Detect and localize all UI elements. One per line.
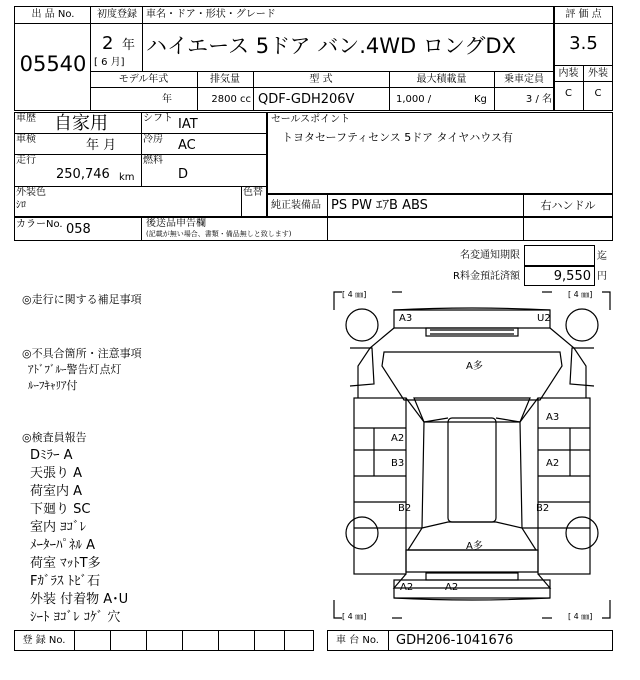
shift-label: シフト xyxy=(143,113,173,124)
exterior-grade: C xyxy=(594,88,602,99)
registration-year: 2 xyxy=(102,33,114,54)
inspector-item: 荷室 ﾏｯﾄT多 xyxy=(30,556,101,571)
inspector-item: Fｶﾞﾗｽ ﾄﾋﾞ石 xyxy=(30,574,101,589)
sales-point: トヨタセーフティセンス 5ドア タイヤハウス有 xyxy=(282,131,513,144)
fuel: D xyxy=(178,167,189,182)
inspector-item: 外装 付着物 A･U xyxy=(30,592,129,607)
model-year-unit: 年 xyxy=(162,94,172,105)
ac-label: 冷房 xyxy=(143,134,163,145)
recycle-value: 9,550 xyxy=(553,269,591,284)
mark-back-door: A多 xyxy=(466,541,483,552)
defect-item: ﾙｰﾌｷｬﾘｱ付 xyxy=(28,379,78,392)
tire-depth-front-right: [ 4 ㎜] xyxy=(568,290,593,299)
registration-no-label: 登 録 No. xyxy=(22,635,66,646)
front-left-tire xyxy=(346,309,378,341)
first-registration-label: 初度登録 xyxy=(97,9,137,20)
mark-front-door-left: A2 xyxy=(391,433,405,444)
front-grille xyxy=(426,328,518,336)
steering: 右ハンドル xyxy=(540,199,596,212)
driving-notes-title: ◎走行に関する補足事項 xyxy=(22,293,142,306)
vehicle-name: ハイエース 5ドア バン.4WD ロングDX xyxy=(146,34,516,58)
type-label: 型 式 xyxy=(309,74,333,85)
mark-hood: A多 xyxy=(466,361,483,372)
equipment: PS PW ｴｱB ABS xyxy=(331,198,428,213)
ac: AC xyxy=(178,138,196,153)
mark-front-bumper-left: A3 xyxy=(399,313,413,324)
tire-depth-rear-left: [ 4 ㎜] xyxy=(342,612,367,621)
ext-color: ｼﾛ xyxy=(16,200,26,211)
right-body xyxy=(538,398,590,574)
mark-rear-panel-right: B2 xyxy=(536,503,550,514)
mileage: 250,746 xyxy=(56,167,110,182)
payload: 1,000 / xyxy=(396,94,432,105)
name-change-unit: 迄 xyxy=(597,251,607,262)
mark-front-door-right: A2 xyxy=(546,458,560,469)
rear-right-tire xyxy=(566,517,598,549)
registration-month: [ 6 月] xyxy=(94,57,125,68)
mark-rear-panel-left: B2 xyxy=(398,503,412,514)
inspection-label: 車検 xyxy=(16,134,36,145)
model-year-label: モデル年式 xyxy=(118,74,169,85)
name-change-field xyxy=(524,245,595,266)
sales-point-label: セールスポイント xyxy=(271,114,351,125)
fuel-label: 燃料 xyxy=(143,155,163,166)
inspector-item: 天張り A xyxy=(30,466,83,481)
interior-label: 内装 xyxy=(558,68,579,79)
score-label: 評 価 点 xyxy=(565,9,602,20)
score-value: 3.5 xyxy=(569,33,598,54)
mark-rear-door-left: B3 xyxy=(391,458,405,469)
type-value: QDF-GDH206V xyxy=(258,92,355,107)
color-no-label: カラーNo. xyxy=(16,219,63,230)
inspector-item: ｼｰﾄ ﾖｺﾞﾚ ｺｹﾞ 穴 xyxy=(30,610,121,625)
tire-brackets xyxy=(334,292,610,618)
history-label: 車歴 xyxy=(16,113,36,124)
inspector-title: ◎検査員報告 xyxy=(22,431,87,444)
front-bumper xyxy=(394,310,550,328)
displacement-label: 排気量 xyxy=(210,74,240,85)
chassis-no: GDH206-1041676 xyxy=(396,633,514,648)
payload-label: 最大積載量 xyxy=(416,74,467,85)
recycle-label: R料金預託済額 xyxy=(453,271,520,282)
lot-no: 05540 xyxy=(19,52,87,76)
registration-year-unit: 年 xyxy=(122,38,136,53)
wheel-arch-right xyxy=(570,348,594,386)
inspector-item: 室内 ﾖｺﾞﾚ xyxy=(30,520,87,535)
rear-bumper xyxy=(394,580,550,598)
hood xyxy=(382,352,562,400)
defect-item: ｱﾄﾞﾌﾞﾙｰ警告灯点灯 xyxy=(28,363,122,376)
name-change-label: 名変通知期限 xyxy=(460,250,520,261)
aftermarket-note: (記載が無い場合、書類・備品無しと致します) xyxy=(146,230,292,238)
inspector-item: ﾒｰﾀｰﾊﾟﾈﾙ A xyxy=(30,538,96,553)
equipment-label: 純正装備品 xyxy=(271,200,321,211)
front-right-tire xyxy=(566,309,598,341)
mark-front-fender-right: A3 xyxy=(546,412,560,423)
capacity: 3 / 名 xyxy=(525,94,552,105)
inspector-item: 荷室内 A xyxy=(30,484,83,499)
lot-no-label: 出 品 No. xyxy=(31,9,75,20)
inspector-item: Dﾐﾗｰ A xyxy=(30,448,73,463)
inspector-item: 下廻り SC xyxy=(30,502,91,517)
color-no: 058 xyxy=(66,222,91,237)
car-diagram xyxy=(330,288,614,628)
shift: IAT xyxy=(178,117,198,132)
defects-title: ◎不具合箇所・注意事項 xyxy=(22,347,142,360)
displacement: 2800 cc xyxy=(211,94,251,105)
vehicle-label: 車名・ドア・形状・グレード xyxy=(146,9,276,20)
payload-unit: Kg xyxy=(474,94,487,105)
recycle-unit: 円 xyxy=(597,271,607,282)
mileage-label: 走行 xyxy=(16,155,36,166)
left-body xyxy=(354,398,406,574)
mileage-unit: km xyxy=(119,172,135,183)
wheel-arch-left xyxy=(350,348,374,386)
ext-color-label: 外装色 xyxy=(16,187,46,198)
history: 自家用 xyxy=(54,113,108,134)
back-door xyxy=(406,550,538,572)
mark-front-bumper-right: U2 xyxy=(537,313,551,324)
interior-grade: C xyxy=(565,88,572,99)
mark-rear-bumper-center: A2 xyxy=(445,582,459,593)
capacity-label: 乗車定員 xyxy=(504,74,544,85)
roof xyxy=(448,418,496,522)
tire-depth-rear-right: [ 4 ㎜] xyxy=(568,612,593,621)
exterior-label: 外装 xyxy=(588,68,608,79)
color-change-label: 色替 xyxy=(243,187,263,198)
chassis-no-label: 車 台 No. xyxy=(336,635,379,646)
rear-left-tire xyxy=(346,517,378,549)
aftermarket-label: 後送品申告欄 xyxy=(146,218,206,229)
inspection: 年 月 xyxy=(86,138,117,153)
tire-depth-front-left: [ 4 ㎜] xyxy=(342,290,367,299)
mark-rear-bumper-left: A2 xyxy=(400,582,414,593)
